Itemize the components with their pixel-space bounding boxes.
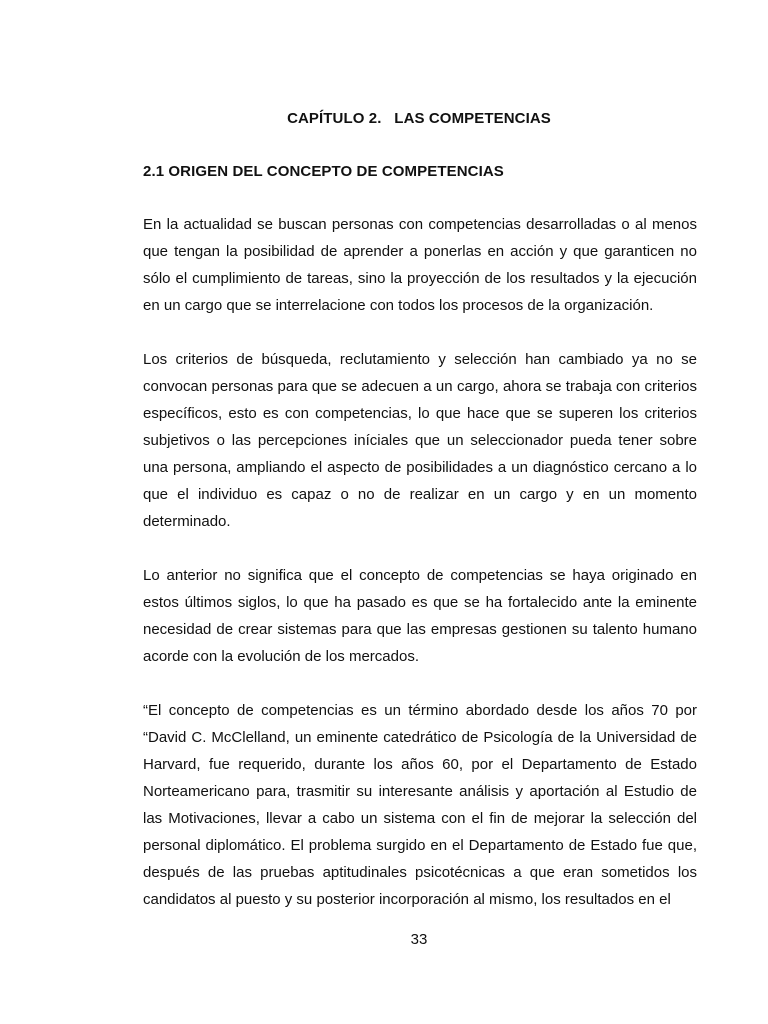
body-text	[143, 211, 697, 940]
paragraph: Lo anterior no significa que el concepto de competencias se haya originado en estos últimos siglos, lo que ha pasado es que se ha fortalecido ante la eminente necesidad de crear sistemas para que las empresas gestionen su talento humano acorde con la evolución de los mercados.	[143, 567, 697, 665]
section-title: 2.1 ORIGEN DEL CONCEPTO DE COMPETENCIAS	[143, 163, 504, 180]
paragraph: “El concepto de competencias es un término abordado desde los años 70 por “David C. McClelland, un eminente catedrático de Psicología de la Universidad de Harvard, fue requerido, durante los años 60, por el Departamento de Estado Norteamericano para, trasmitir su interesante análisis y aportación al Estudio de las Motivaciones, llevar a cabo un sistema con el fin de mejorar la selección del personal diplomático. El problema surgido en el Departamento de Estado fue que, después de las pruebas aptitudinales psicotécnicas a que eran sometidos los candidatos al puesto y su posterior incorporación al mismo, los resultados en el	[143, 702, 697, 908]
paragraph: En la actualidad se buscan personas con competencias desarrolladas o al menos que tengan la posibilidad de aprender a ponerlas en acción y que garanticen no sólo el cumplimiento de tareas, sino la proyección de los resultados y la ejecución en un cargo que se interrelacione con todos los procesos de la organización.	[143, 216, 697, 314]
page-number: 33	[410, 931, 428, 948]
chapter-title: CAPÍTULO 2. LAS COMPETENCIAS	[287, 110, 551, 127]
paragraph: Los criterios de búsqueda, reclutamiento y selección han cambiado ya no se convocan personas para que se adecuen a un cargo, ahora se trabaja con criterios específicos, esto es con competencias, lo que hace que se superen los criterios subjetivos o las percepciones iníciales que un seleccionador pueda tener sobre una persona, ampliando el aspecto de posibilidades a un diagnóstico cercano a lo que el individuo es capaz o no de realizar en un cargo y en un momento determinado.	[143, 351, 697, 530]
